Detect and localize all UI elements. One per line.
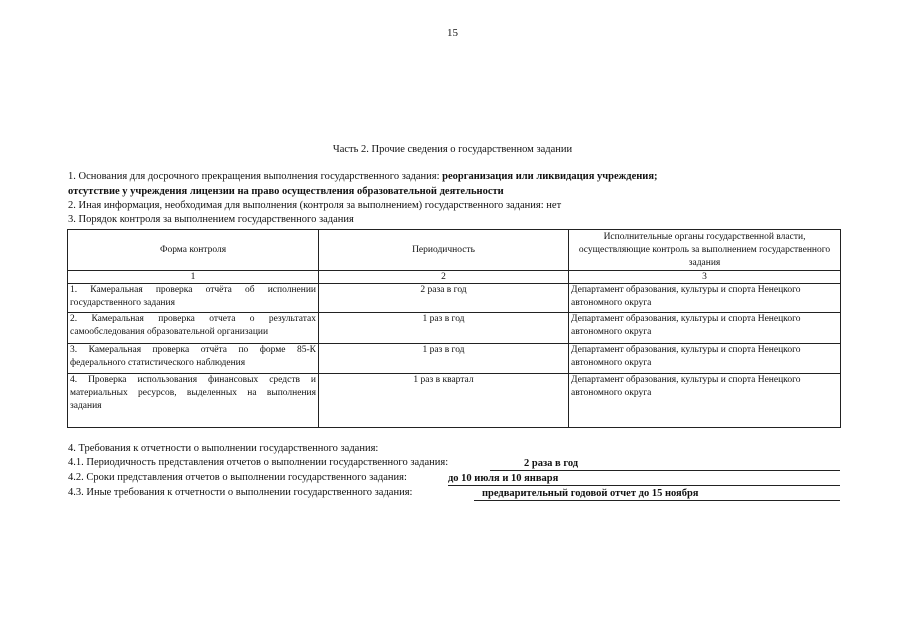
row-form: 3. Камеральная проверка отчёта по форме 85-К федерального статистического наблюдения	[68, 344, 319, 374]
row-form: 1. Камеральная проверка отчёта об исполнении государственного задания	[68, 284, 319, 313]
row-period: 1 раз в год	[319, 344, 569, 374]
column-number: 3	[569, 271, 841, 284]
table-header-row	[68, 230, 841, 271]
part-title: Часть 2. Прочие сведения о государственном задании	[332, 144, 573, 155]
requirement-4-1-value: 2 раза в год	[490, 457, 840, 471]
section-2: 2. Иная информация, необходимая для выполнения (контроля за выполнением) государственного задания: нет	[68, 200, 562, 211]
section-1-bold-2: отсутствие у учреждения лицензии на право осуществления образовательной деятельности	[68, 186, 504, 197]
row-period: 1 раз в год	[319, 313, 569, 344]
table-row	[68, 284, 841, 313]
row-organ: Департамент образования, культуры и спорта Ненецкого автономного округа	[569, 313, 841, 344]
row-form: 4. Проверка использования финансовых средств и материальных ресурсов, выделенных на выполнения задания	[68, 374, 319, 428]
row-period: 1 раз в квартал	[319, 374, 569, 428]
header-period: Периодичность	[319, 230, 569, 271]
section-4-title: 4. Требования к отчетности о выполнении государственного задания:	[68, 443, 379, 454]
row-form: 2. Камеральная проверка отчета о результатах самообследования образовательной организации	[68, 313, 319, 344]
section-1-bold-1: реорганизация или ликвидация учреждения;	[442, 171, 658, 182]
table-row	[68, 374, 841, 428]
page-number: 15	[447, 27, 458, 39]
section-1-prefix: 1. Основания для досрочного прекращения выполнения государственного задания:	[68, 171, 443, 182]
header-form: Форма контроля	[68, 230, 319, 271]
table-row	[68, 344, 841, 374]
section-3-title: 3. Порядок контроля за выполнением государственного задания	[68, 214, 354, 225]
control-table	[67, 229, 841, 428]
table-number-row	[68, 271, 841, 284]
column-number: 1	[68, 271, 319, 284]
column-number: 2	[319, 271, 569, 284]
requirement-4-2-label: 4.2. Сроки представления отчетов о выполнении государственного задания:	[68, 472, 407, 483]
row-period: 2 раза в год	[319, 284, 569, 313]
requirement-4-3-label: 4.3. Иные требования к отчетности о выполнении государственного задания:	[68, 487, 413, 498]
row-organ: Департамент образования, культуры и спорта Ненецкого автономного округа	[569, 344, 841, 374]
header-organ: Исполнительные органы государственной власти, осуществляющие контроль за выполнением государственного задания	[569, 230, 841, 271]
requirement-4-1-label: 4.1. Периодичность представления отчетов о выполнении государственного задания:	[68, 457, 449, 468]
row-organ: Департамент образования, культуры и спорта Ненецкого автономного округа	[569, 374, 841, 428]
row-organ: Департамент образования, культуры и спорта Ненецкого автономного округа	[569, 284, 841, 313]
table-row	[68, 313, 841, 344]
section-1-line-1	[68, 171, 658, 182]
requirement-4-2-value: до 10 июля и 10 января	[448, 472, 840, 486]
requirement-4-3-value: предварительный годовой отчет до 15 ноября	[474, 487, 840, 501]
